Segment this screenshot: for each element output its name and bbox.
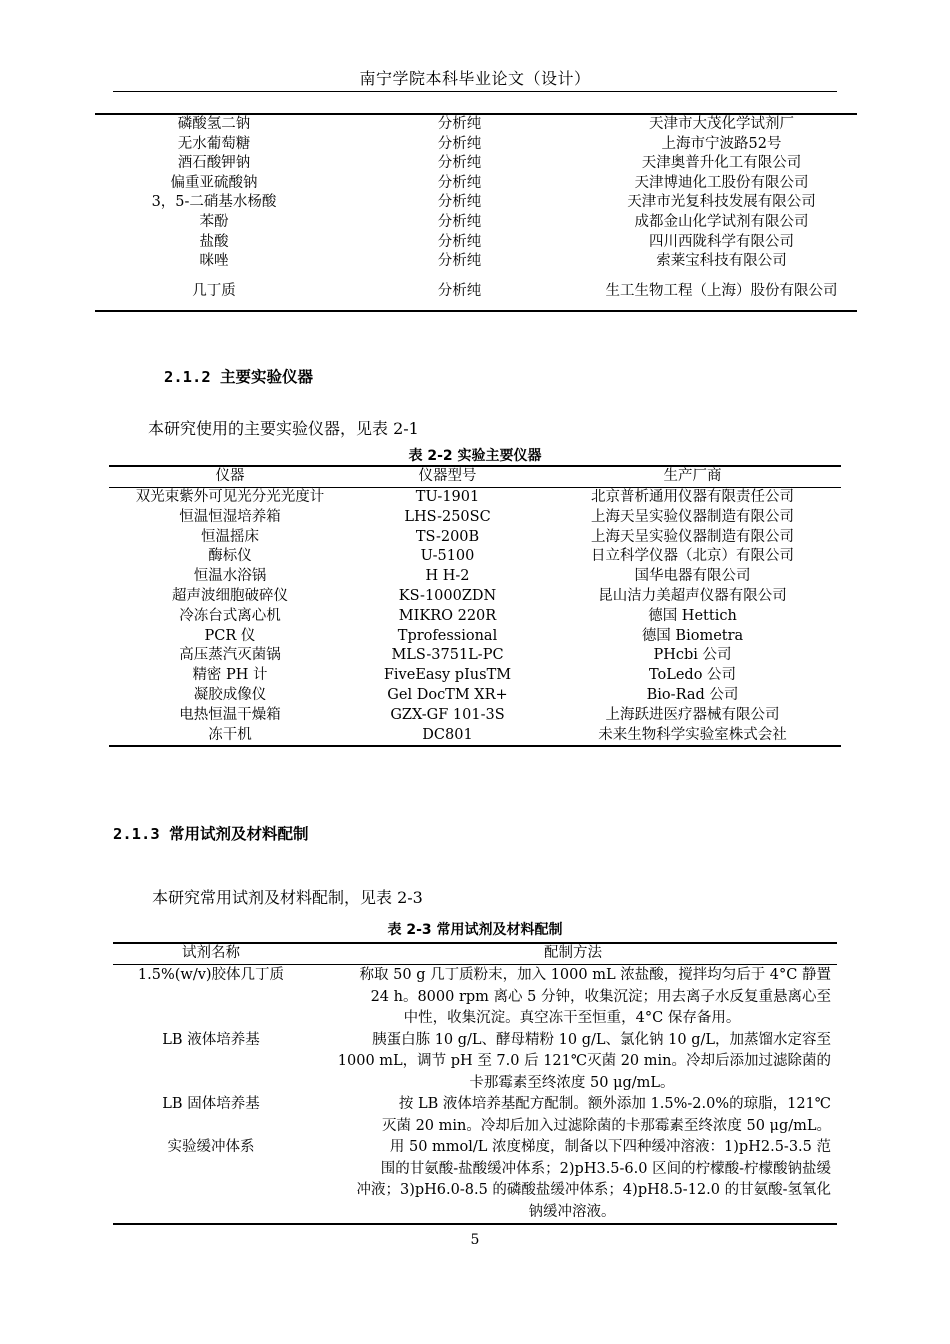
- table-row: [113, 965, 837, 1030]
- table-row: 盐酸 分析纯 四川西陇科学有限公司: [199, 233, 794, 250]
- preparation-method: 胰蛋白胨 10 g/L、酵母精粉 10 g/L、氯化钠 10 g/L，加蒸馏水定容至 1000 mL，调节 pH 至 7.0 后 121℃灭菌 20 min。冷却后添加过滤除菌的 卡那霉素至终浓度 50 μg/mL。: [337, 1031, 831, 1091]
- preparation-method: 称取 50 g 几丁质粉末，加入 1000 mL 浓盐酸，搅拌均匀后于 4°C 静置 24 h。8000 rpm 离心 5 分钟，收集沉淀；用去离子水反复重悬离心至 中性，收集沉淀。真空冻干至恒重，4°C 保存备用。: [359, 967, 831, 1026]
- table-row: 酶标仪 U-5100 日立科学仪器（北京）有限公司: [208, 548, 794, 565]
- table-row: 恒温恒湿培养箱 LHS-250SC 上海天呈实验仪器制造有限公司: [179, 508, 794, 525]
- page-header: 南宁学院本科毕业论文（设计）: [359, 69, 591, 88]
- table-row: [113, 1137, 837, 1224]
- table-row: 几丁质 分析纯 生工生物工程（上海）股份有限公司: [192, 282, 838, 299]
- table-caption-2-3: 表 2-3 常用试剂及材料配制: [387, 922, 563, 938]
- table-header-row: [109, 466, 841, 488]
- reagents-table: [95, 113, 857, 312]
- column-header: 仪器型号: [351, 466, 544, 488]
- preparation-method: 按 LB 液体培养基配方配制。额外添加 1.5%-2.0%的琼脂，121℃ 灭菌 20 min。冷却后加入过滤除菌的卡那霉素至终浓度 50 μg/mL。: [381, 1096, 831, 1134]
- column-header: 试剂名称: [113, 943, 309, 965]
- table-row: 双光束紫外可见光分光光度计 TU-1901 北京普析通用仪器有限责任公司: [135, 489, 794, 506]
- table-row: 高压蒸汽灭菌锅 MLS-3751L-PC PHcbi 公司: [179, 647, 732, 664]
- table-row: [113, 1030, 837, 1095]
- section-heading-2-1-2: 2.1.2 主要实验仪器: [164, 368, 313, 386]
- table-row: 磷酸氢二钠 分析纯 天津市大茂化学试剂厂: [177, 116, 794, 132]
- column-header: 生产厂商: [544, 466, 841, 488]
- table-row: 苯酚 分析纯 成都金山化学试剂有限公司: [199, 213, 809, 230]
- reagent-name: 实验缓冲体系: [167, 1139, 255, 1155]
- table-row: 凝胶成像仪 Gel DocTM XR+ Bio-Rad 公司: [193, 687, 739, 704]
- table-row: 电热恒温干燥箱 GZX-GF 101-3S 上海跃进医疗器械有限公司: [179, 706, 780, 723]
- column-header: 配制方法: [309, 943, 837, 965]
- section-heading-2-1-3: 2.1.3 常用试剂及材料配制: [113, 825, 309, 843]
- table-row: PCR 仪 Tprofessional 德国 Biometra: [204, 627, 744, 644]
- table-row: 精密 PH 计 FiveEasy pIusTM ToLedo 公司: [192, 667, 737, 684]
- table-row: 3，5-二硝基水杨酸 分析纯 天津市光复科技发展有限公司: [151, 194, 816, 211]
- section-text-2-1-3: 本研究常用试剂及材料配制，见表 2-3: [152, 888, 423, 907]
- header-rule: [113, 91, 837, 92]
- table-row: 冷冻台式离心机 MIKRO 220R 德国 Hettich: [179, 607, 737, 624]
- table-row: 偏重亚硫酸钠 分析纯 天津博迪化工股份有限公司: [170, 174, 809, 191]
- table-row: 超声波细胞破碎仪 KS-1000ZDN 昆山洁力美超声仪器有限公司: [172, 588, 787, 605]
- table-caption-2-2: 表 2-2 实验主要仪器: [408, 448, 542, 464]
- table-row: 酒石酸钾钠 分析纯 天津奥普升化工有限公司: [177, 155, 802, 172]
- table-row: 无水葡萄糖 分析纯 上海市宁波路52号: [177, 135, 782, 152]
- reagent-name: LB 液体培养基: [162, 1031, 260, 1048]
- preparation-method: 用 50 mmol/L 浓度梯度，制备以下四种缓冲溶液：1)pH2.5-3.5 范 围的甘氨酸-盐酸缓冲体系；2)pH3.5-6.0 区间的柠檬酸-柠檬酸钠盐缓 冲液；3)pH6.0-8.5 的磷酸盐缓冲体系；4)pH8.5-12.0 的甘氨酸-氢氧化 钠缓冲溶液。: [356, 1139, 831, 1220]
- column-header: 仪器: [109, 466, 351, 488]
- table-row: 咪唑 分析纯 索莱宝科技有限公司: [199, 253, 787, 270]
- table-header-row: [113, 943, 837, 965]
- page-number: 5: [470, 1232, 480, 1248]
- table-row: 恒温水浴锅 H H-2 国华电器有限公司: [193, 568, 751, 585]
- table-row: 恒温摇床 TS-200B 上海天呈实验仪器制造有限公司: [201, 528, 794, 545]
- preparation-table: [113, 942, 837, 1225]
- table-row: [113, 1094, 837, 1137]
- table-row: 冻干机 DC801 未来生物科学实验室株式会社: [208, 726, 787, 743]
- instruments-table: [109, 465, 841, 747]
- reagent-name: 1.5%(w/v)胶体几丁质: [137, 967, 285, 983]
- reagent-name: LB 固体培养基: [162, 1096, 260, 1112]
- section-text-2-1-2: 本研究使用的主要实验仪器，见表 2-1: [148, 419, 419, 438]
